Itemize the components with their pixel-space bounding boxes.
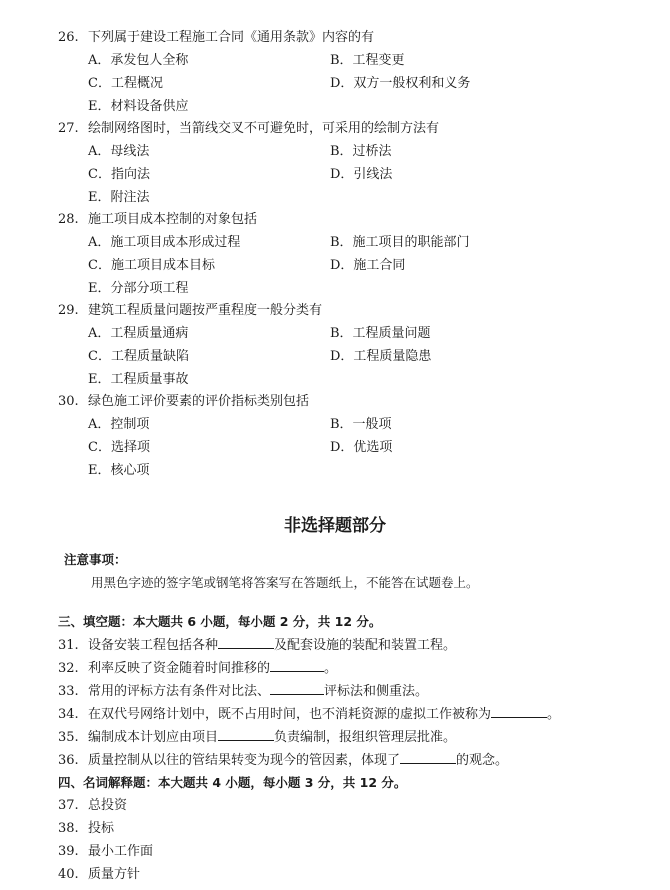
question-stem: 施工项目成本控制的对象包括 bbox=[88, 212, 258, 227]
option-d: D．双方一般权利和义务 bbox=[330, 76, 471, 91]
option-c: C．工程质量缺陷 bbox=[88, 349, 189, 364]
fill-section-heading: 三、填空题：本大题共 6 小题，每小题 2 分，共 12 分。 bbox=[58, 614, 382, 629]
question-26 bbox=[58, 28, 374, 48]
question-28 bbox=[58, 210, 257, 230]
term-section-heading: 四、名词解释题：本大题共 4 小题，每小题 3 分，共 12 分。 bbox=[58, 775, 407, 790]
question-text-after: 。 bbox=[324, 661, 338, 676]
option-c: C．选择项 bbox=[88, 440, 150, 455]
question-number: 33. bbox=[58, 684, 79, 699]
question-32 bbox=[58, 658, 337, 679]
option-c: C．指向法 bbox=[88, 167, 150, 182]
question-27 bbox=[58, 119, 439, 139]
answer-blank bbox=[218, 635, 274, 649]
option-e: E．核心项 bbox=[88, 463, 150, 478]
option-e: E．工程质量事故 bbox=[88, 372, 189, 387]
question-33 bbox=[58, 681, 428, 702]
answer-blank bbox=[218, 727, 274, 741]
answer-blank bbox=[400, 750, 456, 764]
option-d: D．工程质量隐患 bbox=[330, 349, 432, 364]
option-c: C．工程概况 bbox=[88, 76, 163, 91]
question-stem: 绿色施工评价要素的评价指标类别包括 bbox=[88, 394, 310, 409]
question-text-before: 质量控制从以往的管结果转变为现今的管因素，体现了 bbox=[88, 753, 401, 768]
question-stem: 下列属于建设工程施工合同《通用条款》内容的有 bbox=[88, 30, 375, 45]
term-text: 总投资 bbox=[88, 798, 128, 813]
option-d: D．优选项 bbox=[330, 440, 393, 455]
question-29 bbox=[58, 301, 322, 321]
question-number: 35. bbox=[58, 730, 79, 745]
question-35 bbox=[58, 727, 456, 748]
option-e: E．附注法 bbox=[88, 190, 150, 205]
question-text-before: 设备安装工程包括各种 bbox=[88, 638, 219, 653]
question-number: 38. bbox=[58, 821, 79, 836]
term-text: 投标 bbox=[88, 821, 115, 836]
option-b: B．过桥法 bbox=[330, 144, 392, 159]
question-number: 40. bbox=[58, 867, 79, 882]
question-stem: 绘制网络图时，当箭线交叉不可避免时，可采用的绘制方法有 bbox=[88, 121, 440, 136]
option-b: B．工程质量问题 bbox=[330, 326, 431, 341]
question-31 bbox=[58, 635, 456, 656]
question-30 bbox=[58, 392, 309, 412]
option-b: B．工程变更 bbox=[330, 53, 405, 68]
option-a: A．母线法 bbox=[88, 144, 150, 159]
question-text-after: 负责编制，报组织管理层批准。 bbox=[274, 730, 457, 745]
option-d: D．引线法 bbox=[330, 167, 393, 182]
question-37 bbox=[58, 796, 127, 816]
question-38 bbox=[58, 819, 114, 839]
question-text-before: 常用的评标方法有条件对比法、 bbox=[88, 684, 271, 699]
question-number: 34. bbox=[58, 707, 79, 722]
question-number: 27. bbox=[58, 121, 79, 136]
option-e: E．材料设备供应 bbox=[88, 99, 189, 114]
question-text-before: 利率反映了资金随着时间推移的 bbox=[88, 661, 271, 676]
question-number: 37. bbox=[58, 798, 79, 813]
question-number: 31. bbox=[58, 638, 79, 653]
question-36 bbox=[58, 750, 508, 771]
option-a: A．承发包人全称 bbox=[88, 53, 189, 68]
question-39 bbox=[58, 842, 153, 862]
answer-blank bbox=[270, 681, 324, 695]
question-number: 39. bbox=[58, 844, 79, 859]
option-b: B．施工项目的职能部门 bbox=[330, 235, 470, 250]
answer-blank bbox=[270, 658, 324, 672]
option-d: D．施工合同 bbox=[330, 258, 406, 273]
option-a: A．施工项目成本形成过程 bbox=[88, 235, 241, 250]
answer-blank bbox=[491, 704, 547, 718]
option-a: A．工程质量通病 bbox=[88, 326, 189, 341]
notice-text: 用黑色字迹的签字笔或钢笔将答案写在答题纸上，不能答在试题卷上。 bbox=[91, 575, 479, 590]
section-title: 非选择题部分 bbox=[284, 516, 386, 536]
question-text-before: 在双代号网络计划中，既不占用时间，也不消耗资源的虚拟工作被称为 bbox=[88, 707, 492, 722]
question-number: 26. bbox=[58, 30, 79, 45]
question-number: 29. bbox=[58, 303, 79, 318]
question-text-after: 的观念。 bbox=[456, 753, 509, 768]
notice-heading: 注意事项： bbox=[64, 552, 127, 567]
term-text: 质量方针 bbox=[88, 867, 141, 882]
question-text-before: 编制成本计划应由项目 bbox=[88, 730, 219, 745]
option-b: B．一般项 bbox=[330, 417, 392, 432]
question-stem: 建筑工程质量问题按严重程度一般分类有 bbox=[88, 303, 323, 318]
question-34 bbox=[58, 704, 560, 725]
question-text-after: 。 bbox=[547, 707, 561, 722]
question-text-after: 评标法和侧重法。 bbox=[324, 684, 429, 699]
term-text: 最小工作面 bbox=[88, 844, 154, 859]
question-number: 28. bbox=[58, 212, 79, 227]
question-text-after: 及配套设施的装配和装置工程。 bbox=[274, 638, 457, 653]
question-number: 36. bbox=[58, 753, 79, 768]
option-a: A．控制项 bbox=[88, 417, 150, 432]
question-number: 30. bbox=[58, 394, 79, 409]
option-c: C．施工项目成本目标 bbox=[88, 258, 215, 273]
option-e: E．分部分项工程 bbox=[88, 281, 189, 296]
question-40 bbox=[58, 865, 140, 885]
question-number: 32. bbox=[58, 661, 79, 676]
